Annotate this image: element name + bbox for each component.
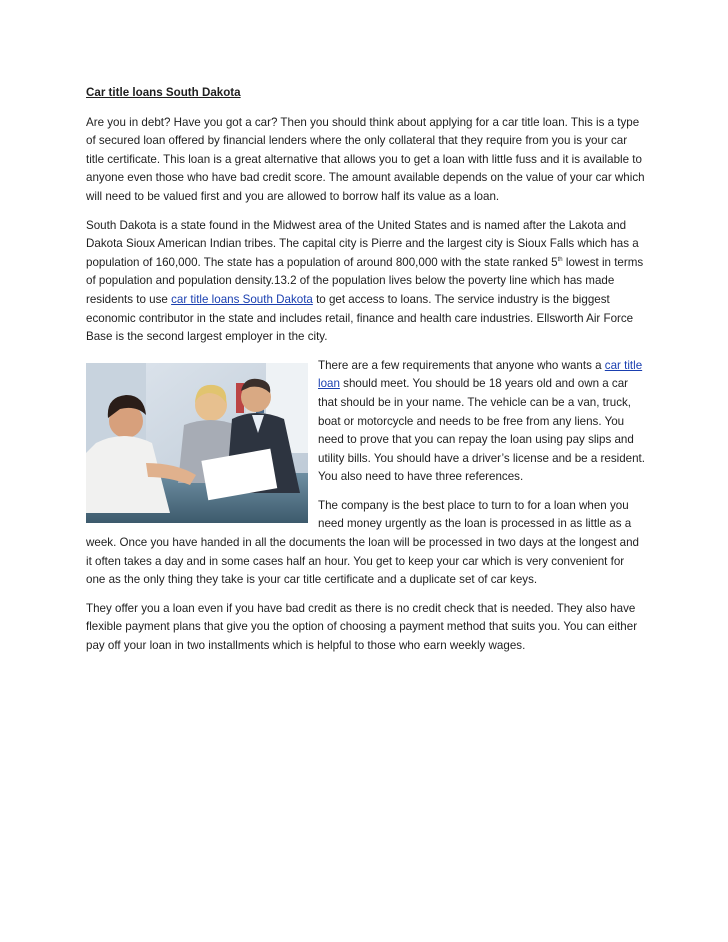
paragraph-text: to get access to loans. The service industry is the biggest economic contributor in the state and includes retail, finance and health care industries. Ellsworth Air Force Base is the second largest employer in the city. [86, 292, 634, 344]
car-title-loan-link[interactable]: car title loan [318, 358, 643, 391]
paragraph-text: There are a few requirements that anyone who wants a [318, 358, 605, 372]
paragraph-text: should meet. You should be 18 years old and own a car that should be in your name. The vehicle can be a van, truck, boat or motorcycle and needs to be free from any liens. You need to prove that you can repay the loan using pay slips and utility bills. You should have a driver’s license and be a resident. You also need to have three references. [318, 377, 645, 484]
paragraph-bad-credit: They offer you a loan even if you have bad credit as there is no credit check that is needed. They also have flexible payment plans that give you the option of choosing a payment method that suits you. You can either pay off your loan in two installments which is helpful to those who earn weekly wages. [86, 601, 638, 653]
paragraph-text: South Dakota is a state found in the Midwest area of the United States and is named after the Lakota and Dakota Sioux American Indian tribes. The capital city is Pierre and the largest city is Sioux Falls which has a population of 160,000. The state has a population of around 800,000 with the state ranked 5 [86, 218, 639, 269]
document-page [86, 84, 646, 666]
paragraph-company: The company is the best place to turn to for a loan when you need money urgently as the loan is processed in as little as a week. Once you have handed in all the documents the loan will be processed in two days at the longest and it often takes a day and in some cases half an hour. You get to keep your car which is very convenient for one as the only thing they take is your car title certificate and a duplicate set of car keys. [86, 498, 639, 587]
document-title: Car title loans South Dakota [86, 86, 241, 99]
paragraph-intro: Are you in debt? Have you got a car? Then you should think about applying for a car title loan. This is a type of secured loan offered by financial lenders where the only collateral that they require from you is your car title certificate. This loan is a great alternative that allows you to get a loan with little fuss and it is available to anyone even those who have bad credit score. The amount available depends on the value of your car which will need to be valued first and you are allowed to borrow half its value as a loan. [86, 115, 645, 203]
superscript-ordinal: th [557, 256, 563, 263]
car-title-loans-south-dakota-link[interactable]: car title loans South Dakota [171, 292, 313, 306]
business-meeting-photo [86, 363, 308, 523]
paragraph-south-dakota [86, 217, 646, 347]
paragraph-text: lowest in terms of population and population density.13.2 of the population lives below the poverty line which has made residents to use [86, 255, 644, 306]
